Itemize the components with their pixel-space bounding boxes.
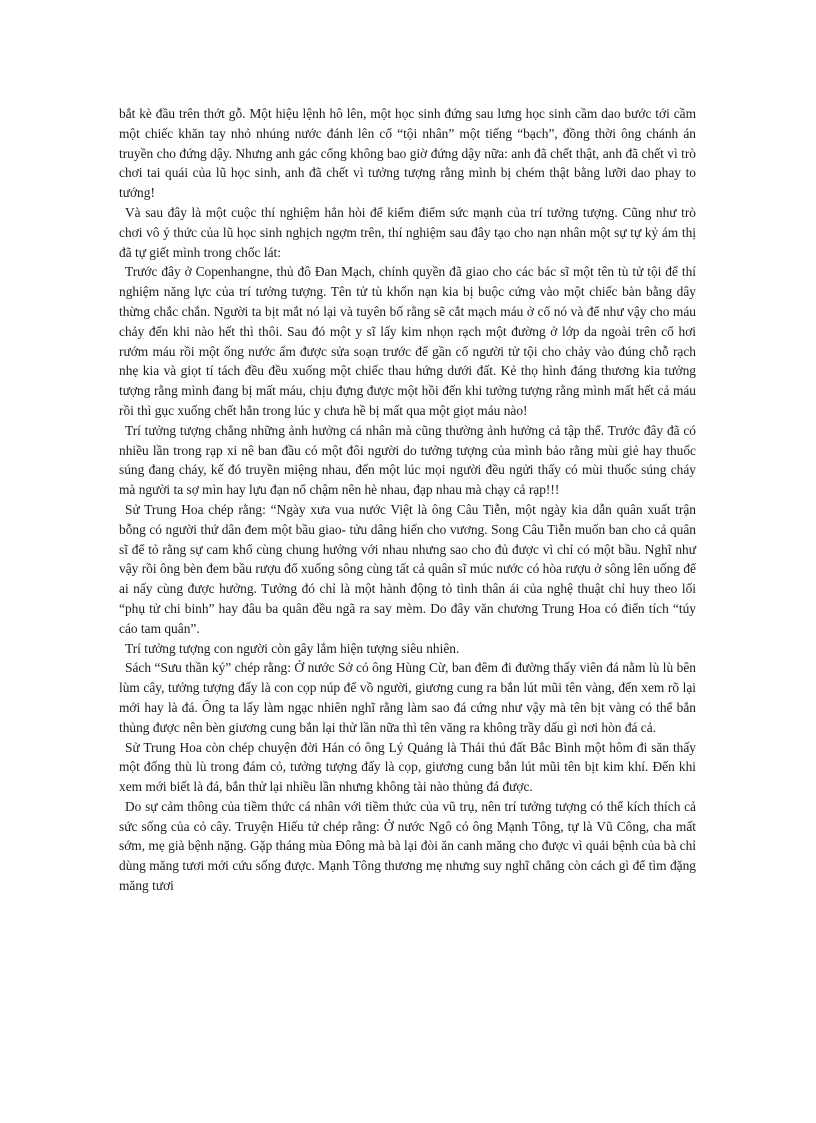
paragraph-copenhagen-experiment: Trước đây ở Copenhangne, thủ đô Đan Mạch, chính quyền đã giao cho các bác sĩ một tên tù tử tội để thí nghiệm năng lực của trí tưởng tượng. Tên tử tù khốn nạn kia bị buộc cứng vào một chiếc bàn bằng dây thừng chắc chắn. Người ta bịt mắt nó lại và tuyên bố rằng sẽ cắt mạch máu ở cổ nó và để như vậy cho máu chảy đến khi nào hết thì thôi. Sau đó một y sĩ lấy kim nhọn rạch một đường ở lớp da ngoài trên cổ hơi rướm máu rồi một ống nước ấm được sửa soạn trước để gần cổ người tử tội cho chảy vào đúng chỗ rạch nhẹ kia và giọt tí tách đều đều xuống một chiếc thau hứng dưới đất. Kẻ thọ hình đáng thương kia tưởng tượng rằng mình đang bị mất máu, chịu đựng được một hồi đến khi tưởng tượng rằng mình mất hết cả máu rồi thì gục xuống chết hẳn trong lúc y chưa hề bị mất qua một giọt máu nào! — [119, 264, 696, 418]
document-page — [119, 104, 696, 896]
paragraph-gatekeeper-story-end: bắt kè đầu trên thớt gỗ. Một hiệu lệnh hô lên, một học sinh đứng sau lưng học sinh cầm dao bước tới cầm một chiếc khăn tay nhỏ nhúng nước đánh lên cổ “tội nhân” một tiếng “bạch”, đồng thời ông chánh án truyền cho đứng dậy. Nhưng anh gác cổng không bao giờ đứng dậy nữa: anh đã chết thật, anh đã chết vì trò chơi tai quái của lũ học sinh, anh đã chết vì tưởng tượng rằng mình bị chém thật bằng lưỡi dao phay to tướng! — [119, 106, 696, 201]
paragraph-cau-tien-story: Sử Trung Hoa chép rằng: “Ngày xưa vua nước Việt là ông Câu Tiễn, một ngày kia dẫn quân xuất trận bỗng có người thứ dân đem một bầu giao- tửu dâng hiến cho vương. Song Câu Tiễn muốn ban cho cả quân sĩ để tỏ rằng sự cam khổ cùng chung hưởng với nhau nhưng sao cho đủ được vì chỉ có một bầu. Nghĩ như vậy rồi ông bèn đem bầu rượu đổ xuống sông cùng tất cả quân sĩ múc nước có hòa rượu ở sông lên uống để ai nấy cùng được hưởng. Tưởng đó chỉ là một hành động tỏ tình thân ái của nghệ thuật chỉ huy theo lối “phụ tử chi binh” hay đâu ba quân đều ngã ra say mèm. Do đây văn chương Trung Hoa có điển tích “túy cáo tam quân”. — [119, 501, 696, 636]
paragraph-manh-tong-story: Do sự cảm thông của tiềm thức cá nhân với tiềm thức của vũ trụ, nên trí tưởng tượng có thể kích thích cả sức sống của cỏ cây. Truyện Hiếu tử chép rằng: Ở nước Ngô có ông Mạnh Tông, tự là Vũ Công, cha mất sớm, mẹ già bệnh nặng. Gặp tháng mùa Đông mà bà lại đòi ăn canh măng cho được vì quái bệnh của bà chỉ dùng măng tươi mới cứu sống được. Mạnh Tông thương mẹ nhưng suy nghĩ chẳng còn cách gì để tìm đặng măng tươi — [119, 798, 696, 894]
paragraph-collective-imagination: Trí tưởng tượng chẳng những ảnh hưởng cá nhân mà cũng thường ảnh hưởng cả tập thể. Trước đây đã có nhiều lần trong rạp xi nê ban đầu có một đôi người do tưởng tượng của mình bảo rằng mùi giẻ hay thuốc súng đang cháy, kế đó truyền miệng nhau, đến một lúc mọi người đều ngửi thấy có mùi thuốc súng cháy mà người ta sợ mìn hay lựu đạn nổ chậm nên hè nhau, đạp nhau mà chạy cả rạp!!! — [119, 422, 696, 498]
paragraph-supernatural-phenomena: Trí tưởng tượng con người còn gây lắm hiện tượng siêu nhiên. — [125, 640, 460, 656]
paragraph-suu-than-ky: Sách “Sưu thần ký” chép rằng: Ở nước Sở có ông Hùng Cừ, ban đêm đi đường thấy viên đá nằm lù lù bên lùm cây, tưởng tượng đấy là con cọp núp để vồ người, giương cung ra bắn lút mũi tên vàng, đến xem rõ lại mới hay là đá. Ông ta lấy làm ngạc nhiên nghĩ rằng làm sao đá cứng như vậy mà tên bịt vàng có thể bắn thủng được nên bèn giương cung bắn lại thử lần nữa thì tên văng ra không trầy dấu gì nơi hòn đá cả. — [119, 660, 696, 735]
paragraph-imagination-experiment-intro: Và sau đây là một cuộc thí nghiệm hẳn hòi để kiểm điểm sức mạnh của trí tưởng tượng. Cũng như trò chơi vô ý thức của lũ học sinh nghịch ngợm trên, thí nghiệm sau đây tạo cho nạn nhân một sự tự kỷ ám thị đã tự giết mình trong chốc lát: — [119, 204, 696, 260]
paragraph-ly-quang-story: Sử Trung Hoa còn chép chuyện đời Hán có ông Lý Quảng là Thái thú đất Bắc Bình một hôm đi săn thấy một đống thù lù trong đám cỏ, tưởng tượng đấy là cọp, giương cung bắn lút mũi tên bịt kim khí. Đến khi xem mới biết là đá, bắn thử lại nhiều lần nhưng không tài nào thủng đá được. — [119, 739, 696, 795]
